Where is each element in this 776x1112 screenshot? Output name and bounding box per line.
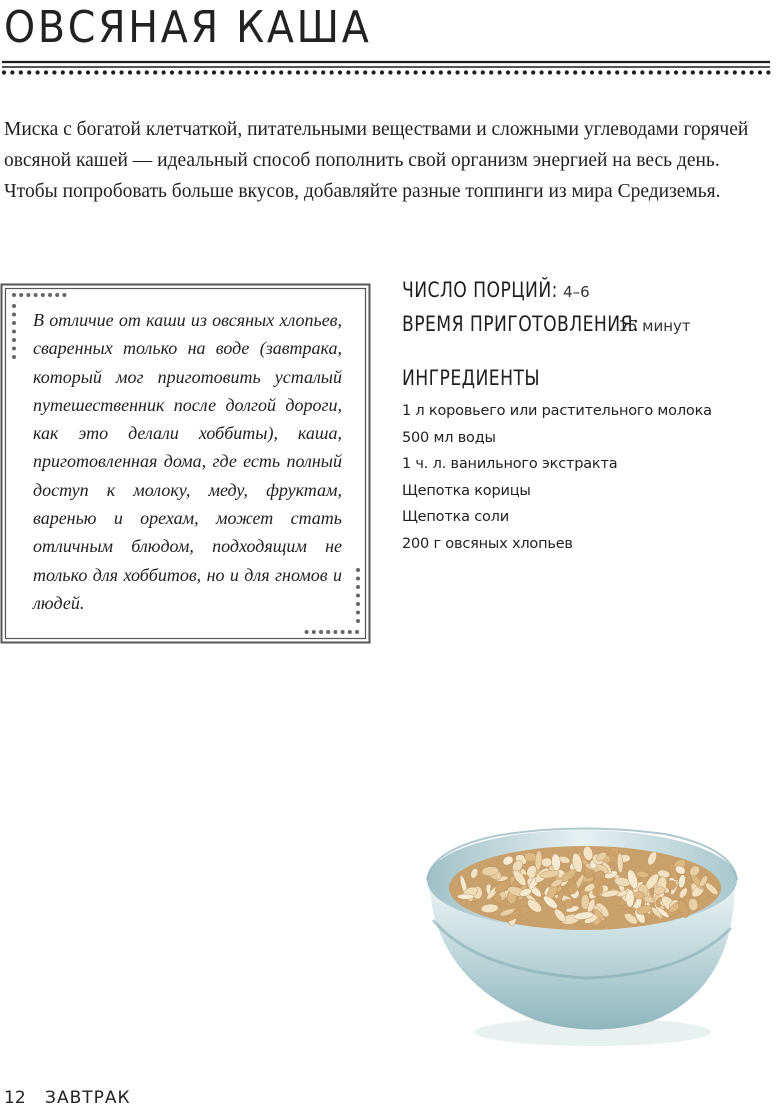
ingredient-item: 200 г овсяных хлопьев bbox=[402, 535, 573, 552]
ingredient-item: 500 мл воды bbox=[402, 429, 496, 446]
ingredient-item: Щепотка корицы bbox=[402, 482, 531, 499]
intro-paragraph: Миска с богатой клетчаткой, питательными веществами и сложными углеводами горячей овсяной кашей — идеальный способ пополнить свой организм энергией на весь день. Чтобы попробовать больше вкусов, добавляйте разные топпинги из мира Средиземья. bbox=[4, 119, 749, 202]
title-divider bbox=[0, 58, 776, 78]
servings-label: ЧИСЛО ПОРЦИЙ: bbox=[402, 278, 558, 302]
page-number: 12 bbox=[4, 1088, 26, 1108]
time-label: ВРЕМЯ ПРИГОТОВЛЕНИЯ: bbox=[402, 312, 640, 336]
time-value: 15 минут bbox=[618, 317, 691, 335]
recipe-info bbox=[402, 278, 772, 557]
ingredient-item: 1 л коровьего или растительного молока bbox=[402, 403, 712, 419]
ingredients-heading: ИНГРЕДИЕНТЫ bbox=[402, 366, 540, 390]
sidebar-note: В отличие от каши из овсяных хлопьев, сваренных только на воде (завтрака, который мог приготовить усталый путешественник после долгой дороги, как это делали хоббиты), каша, приготовленная дома, где есть полный доступ к молоку, меду, фруктам, варенью и орехам, может стать отличным блюдом, подходящим не только для хоббитов, но и для гномов и людей. bbox=[33, 310, 342, 613]
page-title: ОВСЯНАЯ КАША bbox=[4, 2, 372, 53]
ingredients-list bbox=[402, 398, 772, 557]
servings-value: 4–6 bbox=[563, 283, 590, 301]
oatmeal-bowl-illustration bbox=[415, 810, 745, 1050]
page-footer bbox=[4, 1088, 131, 1108]
ingredient-item: 1 ч. л. ванильного экстракта bbox=[402, 456, 618, 472]
servings-row bbox=[402, 278, 772, 312]
time-row bbox=[402, 312, 772, 346]
section-name: ЗАВТРАК bbox=[45, 1088, 131, 1108]
ingredient-item: Щепотка соли bbox=[402, 509, 509, 525]
